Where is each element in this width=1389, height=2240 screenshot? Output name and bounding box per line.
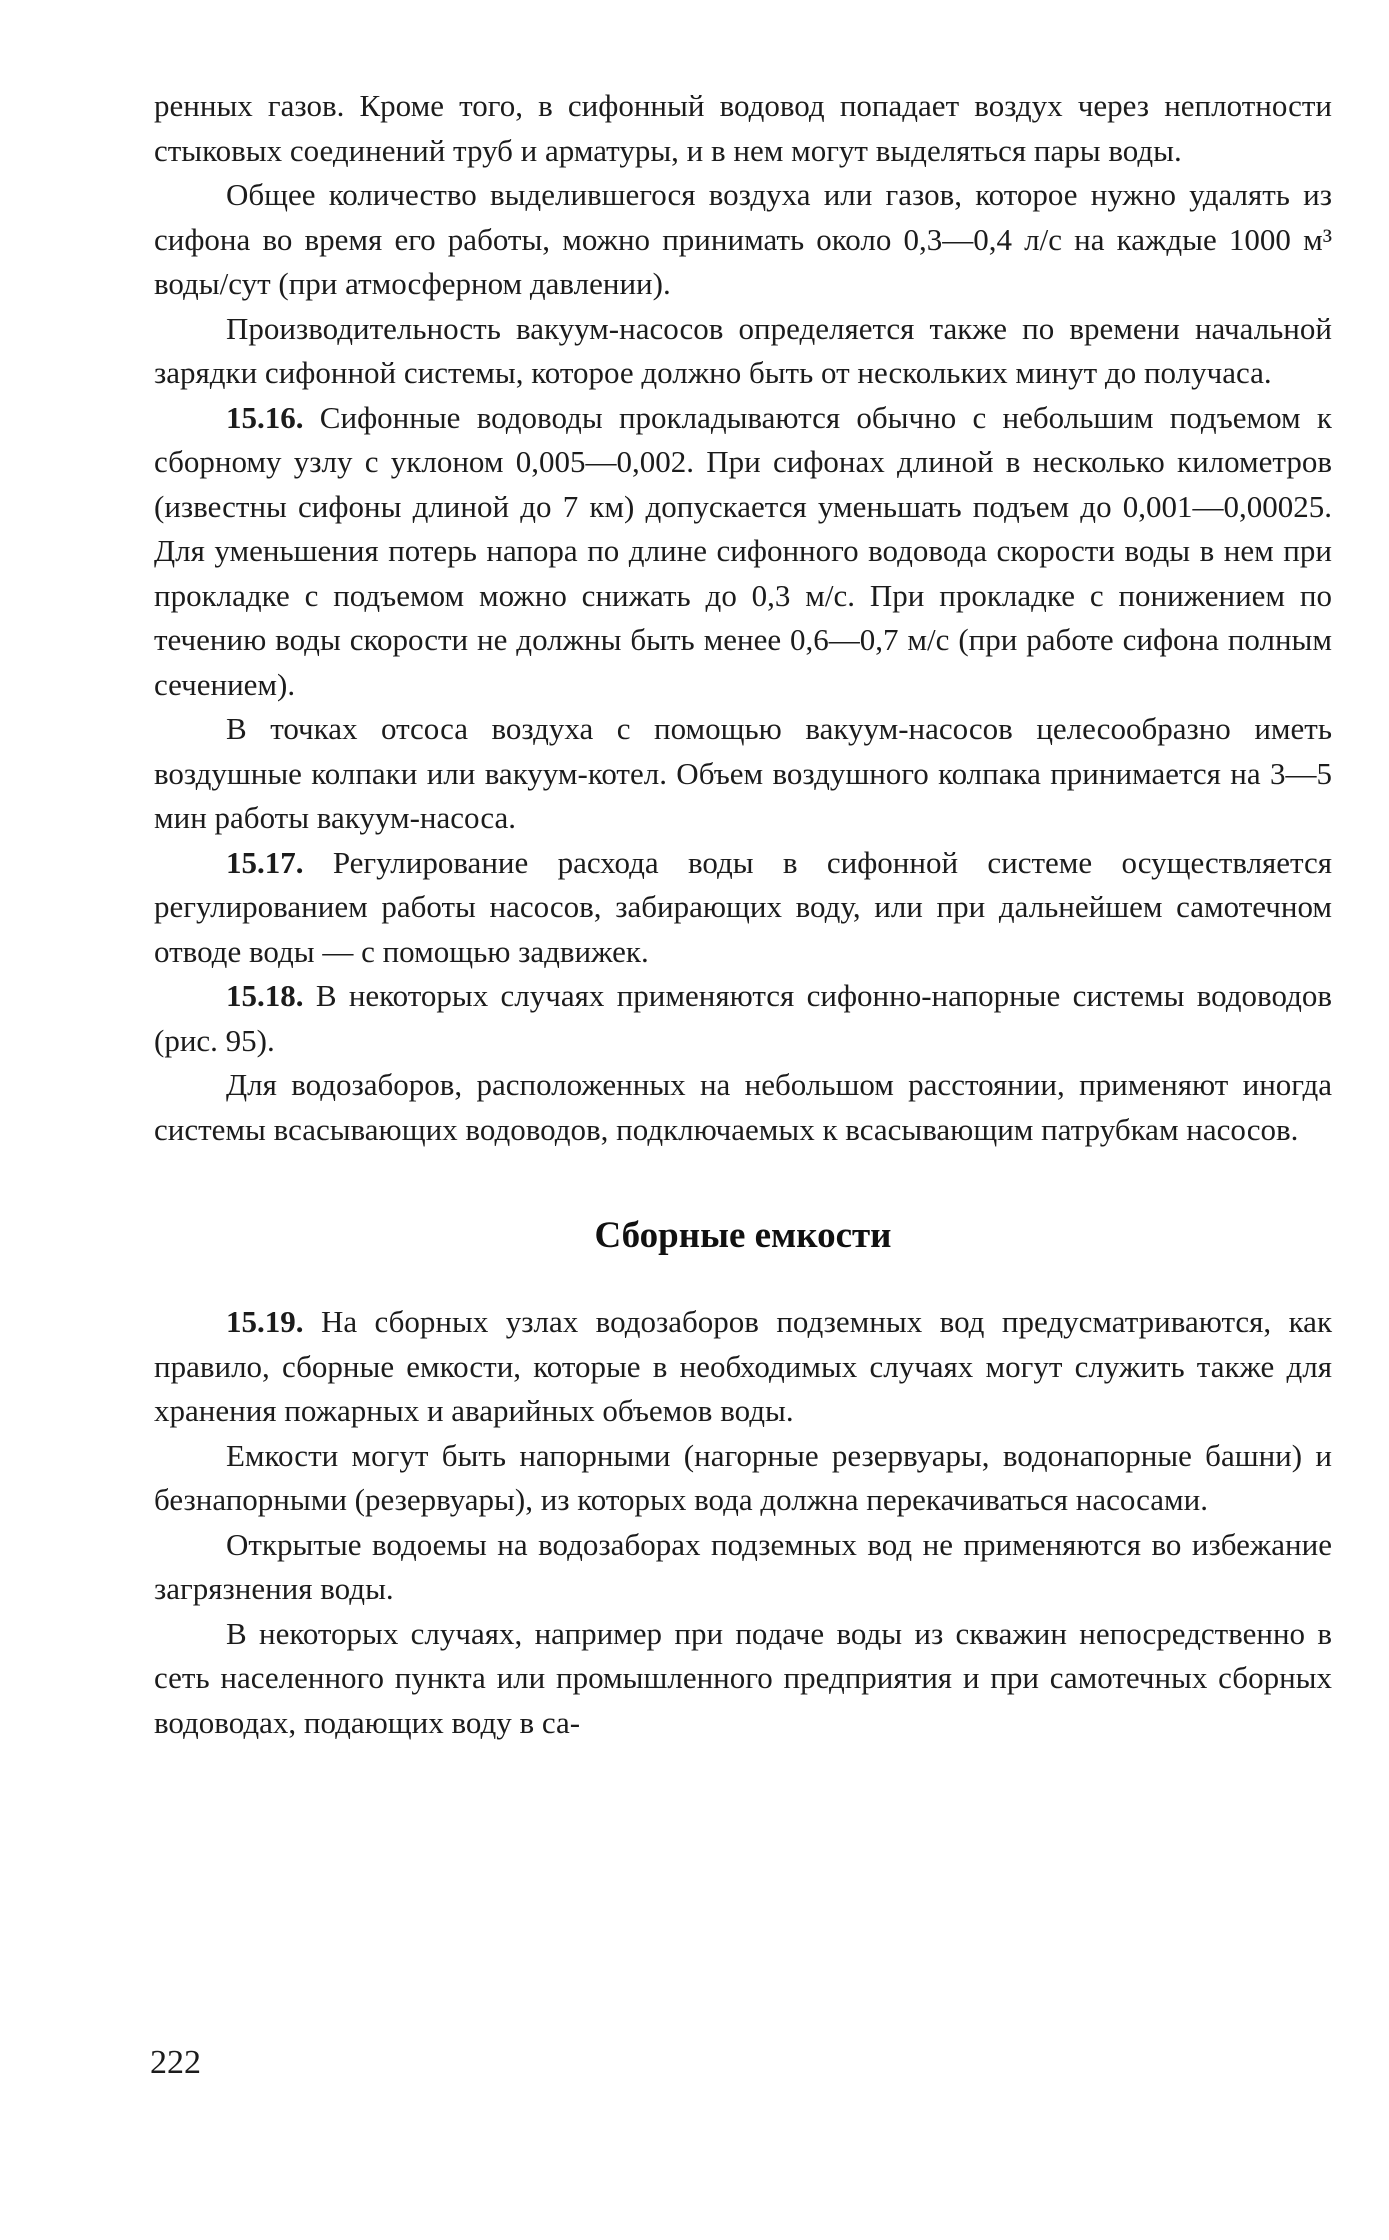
paragraph — [154, 173, 1332, 307]
paragraph — [154, 1300, 1332, 1434]
paragraph — [154, 707, 1332, 841]
paragraph-text: В некоторых случаях, например при подаче воды из скважин непосредственно в сеть населенного пункта или промышленного предприятия и при самотечных сборных водоводах, подающих воду в са- — [154, 1615, 1332, 1740]
paragraph-text: Производительность вакуум-насосов определяется также по времени начальной зарядки сифонной системы, которое должно быть от нескольких минут до получаса. — [154, 310, 1332, 390]
paragraph — [154, 1612, 1332, 1746]
paragraph — [154, 1434, 1332, 1523]
paragraph — [154, 396, 1332, 708]
paragraph — [154, 307, 1332, 396]
paragraph-text: ренных газов. Кроме того, в сифонный водовод попадает воздух через неплотности стыковых соединений труб и арматуры, и в нем могут выделяться пары воды. — [154, 88, 1332, 168]
paragraph — [154, 84, 1332, 173]
section-number: 15.16. — [226, 399, 304, 435]
paragraph-text: В некоторых случаях применяются сифонно-напорные системы водоводов (рис. 95). — [154, 978, 1333, 1058]
paragraph-text: Регулирование расхода воды в сифонной системе осуществляется регулированием работы насосов, забирающих воду, или при дальнейшем самотечном отводе воды — с помощью задвижек. — [154, 844, 1332, 969]
paragraph — [154, 841, 1332, 975]
section-number: 15.18. — [226, 978, 304, 1013]
body-text — [154, 84, 1332, 1745]
section-heading: Сборные емкости — [594, 1215, 892, 1256]
paragraph — [154, 1523, 1332, 1612]
paragraph-text: Общее количество выделившегося воздуха или газов, которое нужно удалять из сифона во время его работы, можно принимать около 0,3—0,4 л/с на каждые 1000 м³ воды/сут (при атмосферном давлении). — [154, 177, 1332, 301]
paragraph-text: В точках отсоса воздуха с помощью вакуум-насосов целесообразно иметь воздушные колпаки или вакуум-котел. Объем воздушного колпака принимается на 3—5 мин работы вакуум-насоса. — [154, 711, 1332, 835]
paragraph — [154, 1063, 1332, 1152]
paragraph-text: Открытые водоемы на водозаборах подземных вод не применяются во избежание загрязнения воды. — [154, 1526, 1332, 1606]
section-number: 15.17. — [226, 844, 304, 880]
paragraph-text: Сифонные водоводы прокладываются обычно с небольшим подъемом к сборному узлу с уклоном 0,005—0,002. При сифонах длиной в несколько километров (известны сифоны длиной до 7 км) допускается уменьшать подъем до 0,001—0,00025. Для уменьшения потерь напора по длине сифонного водовода скорости воды в нем при прокладке с подъемом можно снижать до 0,3 м/с. При прокладке с понижением по течению воды скорости не должны быть менее 0,6—0,7 м/с (при работе сифона полным сечением). — [154, 399, 1332, 702]
paragraph-text: На сборных узлах водозаборов подземных вод предусматриваются, как правило, сборные емкости, которые в необходимых случаях могут служить также для хранения пожарных и аварийных объемов воды. — [154, 1304, 1333, 1428]
paragraph — [154, 974, 1332, 1063]
page-number: 222 — [150, 2044, 201, 2081]
paragraph-text: Емкости могут быть напорными (нагорные резервуары, водонапорные башни) и безнапорными (резервуары), из которых вода должна перекачиваться насосами. — [154, 1437, 1332, 1517]
section-top — [154, 84, 1332, 1152]
section-bottom — [154, 1300, 1332, 1745]
section-number: 15.19. — [226, 1304, 304, 1339]
paragraph-text: Для водозаборов, расположенных на небольшом расстоянии, применяют иногда системы всасывающих водоводов, подключаемых к всасывающим патрубкам насосов. — [154, 1067, 1332, 1147]
